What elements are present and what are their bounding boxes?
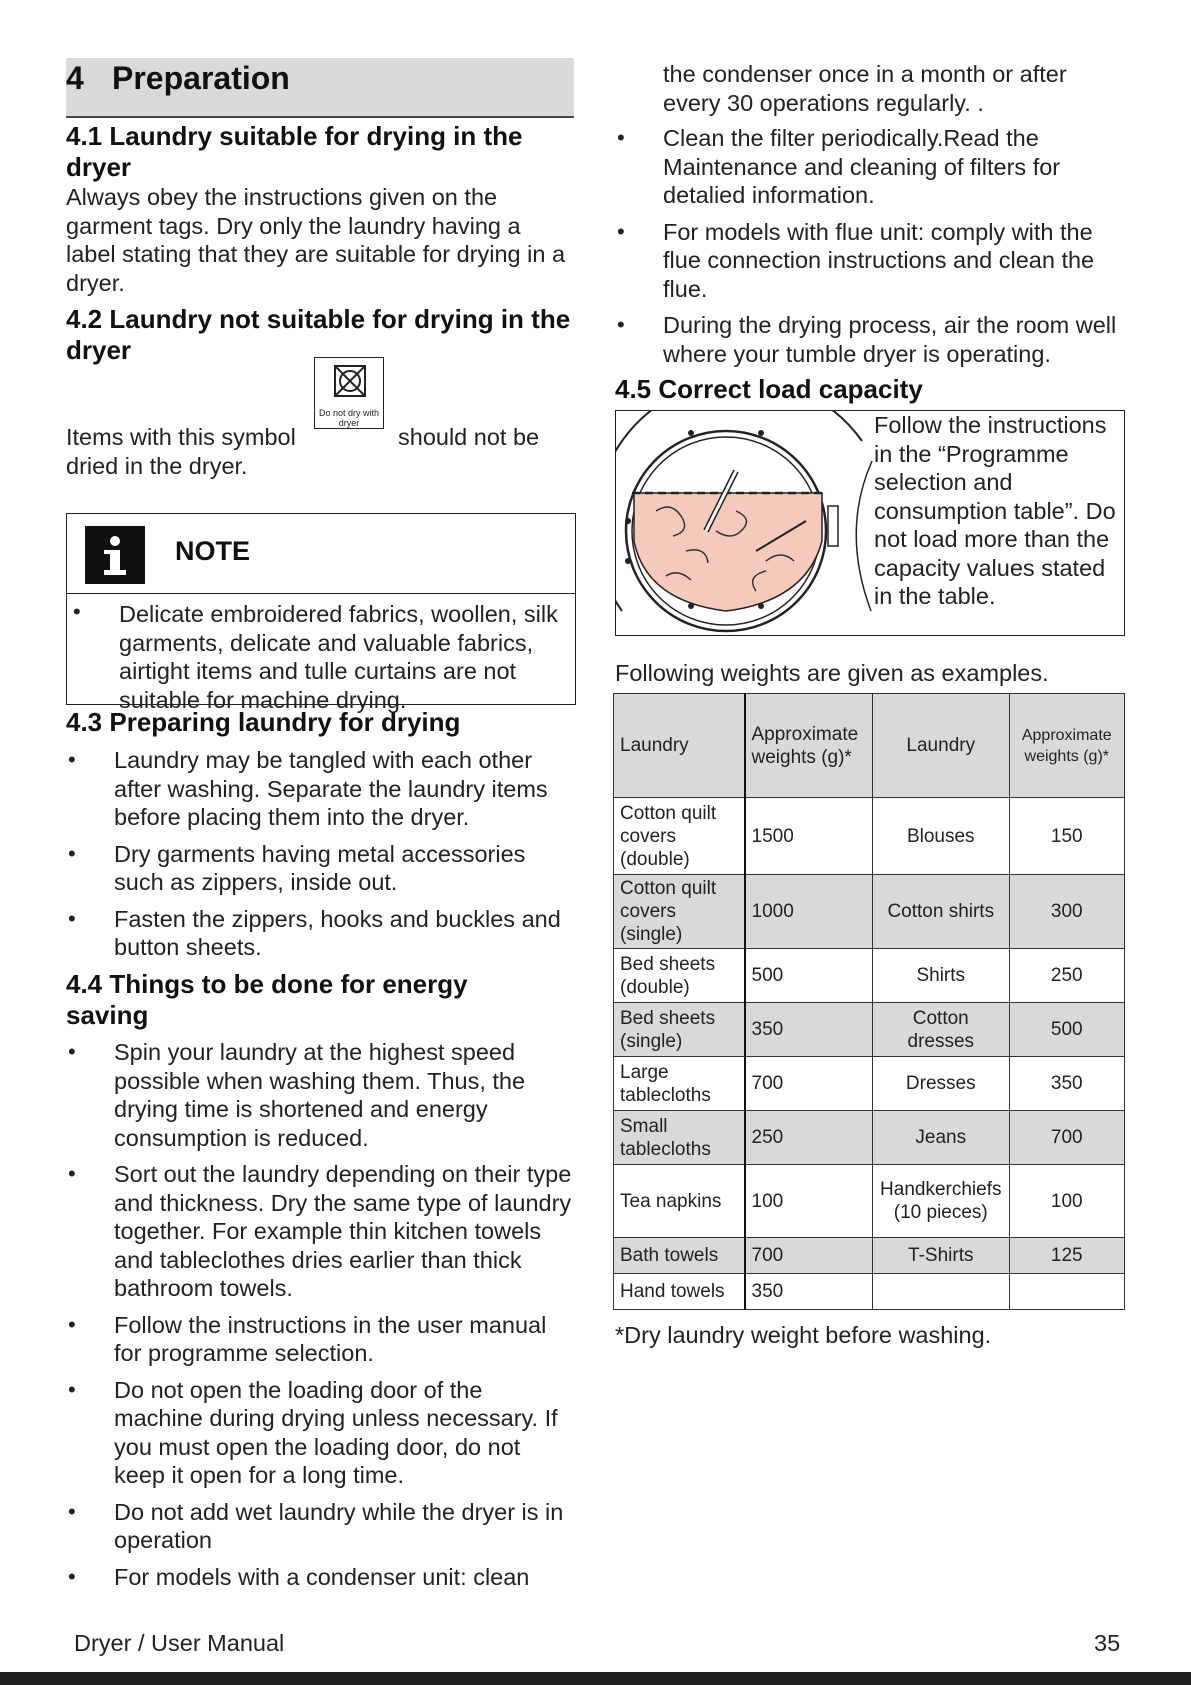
do-not-tumble-dry-symbol [314, 357, 384, 429]
table-cell: 125 [1009, 1238, 1124, 1274]
table-cell: Jeans [873, 1111, 1010, 1165]
table-header: Laundry [614, 694, 745, 798]
note-header [67, 514, 575, 594]
weights-table [613, 693, 1125, 1310]
table-cell: 100 [745, 1165, 873, 1238]
table-cell: 500 [1009, 1003, 1124, 1057]
load-capacity-box [615, 410, 1125, 636]
note-title: NOTE [175, 536, 251, 566]
table-cell: Cotton dresses [873, 1003, 1010, 1057]
table-cell [873, 1274, 1010, 1310]
list-item: • For models with a condenser unit: clean [66, 1563, 576, 1592]
section-4-4-heading: 4.4 Things to be done for energy saving [66, 969, 468, 1030]
chapter-header [66, 58, 574, 118]
chapter-number: 4 [66, 60, 84, 96]
table-cell: 150 [1009, 798, 1124, 875]
section-4-2-text-before: Items with this symbol [66, 424, 296, 450]
table-cell: Tea napkins [614, 1165, 745, 1238]
symbol-label: Do not dry with dryer [318, 408, 380, 428]
table-row [614, 1238, 1125, 1274]
table-header: Approximate weights (g)* [745, 694, 873, 798]
table-cell: 300 [1009, 875, 1124, 949]
table-cell: 700 [1009, 1111, 1124, 1165]
table-cell: 350 [745, 1003, 873, 1057]
note-box [66, 513, 576, 713]
table-cell: 350 [1009, 1057, 1124, 1111]
table-row [614, 949, 1125, 1003]
list-item: • Do not add wet laundry while the dryer is in operation [66, 1498, 576, 1555]
list-item: • Dry garments having metal accessories such as zippers, inside out. [66, 840, 576, 897]
table-cell [1009, 1274, 1124, 1310]
list-item: • Follow the instructions in the user manual for programme selection. [66, 1311, 576, 1368]
bottom-rule [0, 1672, 1191, 1685]
list-item: • Laundry may be tangled with each other after washing. Separate the laundry items before placing them into the dryer. [66, 746, 576, 832]
table-row [614, 1057, 1125, 1111]
table-row [614, 1274, 1125, 1310]
list-item: • Fasten the zippers, hooks and buckles and button sheets. [66, 905, 576, 962]
table-row [614, 1165, 1125, 1238]
do-not-tumble-dry-icon [333, 364, 367, 404]
table-header: Approximate weights (g)* [1009, 694, 1124, 798]
table-row [614, 875, 1125, 949]
table-row [614, 1003, 1125, 1057]
section-4-5-heading: 4.5 Correct load capacity [615, 374, 923, 404]
table-cell: Cotton quilt covers (single) [614, 875, 745, 949]
section-4-3-list [66, 746, 576, 970]
note-item-text: Delicate embroidered fabrics, woollen, silk garments, delicate and valuable fabrics, airtight items and tulle curtains are not suitable for machine drying. [119, 601, 558, 713]
bullet: • [73, 599, 81, 624]
section-4-3-heading: 4.3 Preparing laundry for drying [66, 707, 461, 737]
table-cell: Handkerchiefs (10 pieces) [873, 1165, 1010, 1238]
table-cell: 700 [745, 1238, 873, 1274]
table-header: Laundry [873, 694, 1010, 798]
chapter-title: Preparation [112, 60, 290, 96]
list-item: • For models with flue unit: comply with the flue connection instructions and clean the flue. [615, 218, 1125, 304]
list-item: • Clean the filter periodically.Read the Maintenance and cleaning of filters for detalied information. [615, 124, 1125, 210]
table-row [614, 1111, 1125, 1165]
section-4-1-body: Always obey the instructions given on the garment tags. Dry only the laundry having a label stating that they are suitable for drying in a dryer. [66, 184, 566, 296]
table-row [614, 798, 1125, 875]
table-cell: 250 [745, 1111, 873, 1165]
table-cell: 100 [1009, 1165, 1124, 1238]
table-header-row [614, 694, 1125, 798]
list-item: • During the drying process, air the room well where your tumble dryer is operating. [615, 311, 1125, 368]
table-cell: Dresses [873, 1057, 1010, 1111]
section-4-2-heading: 4.2 Laundry not suitable for drying in the dryer [66, 304, 571, 365]
table-cell: 1000 [745, 875, 873, 949]
table-cell: 700 [745, 1057, 873, 1111]
table-cell: 350 [745, 1274, 873, 1310]
list-item: • Do not open the loading door of the machine during drying unless necessary. If you must open the loading door, do not keep it open for a long time. [66, 1376, 576, 1490]
page-number: 35 [1094, 1630, 1121, 1656]
weights-footnote: *Dry laundry weight before washing. [615, 1322, 992, 1348]
list-item: • Sort out the laundry depending on their type and thickness. Dry the same type of laundry together. For example thin kitchen towels and tableclothes dries earlier than thick bathroom towels. [66, 1160, 576, 1303]
info-icon [85, 526, 145, 584]
table-cell: Small tablecloths [614, 1111, 745, 1165]
dryer-drum-illustration [616, 411, 874, 635]
table-cell: T-Shirts [873, 1238, 1010, 1274]
table-cell: Bath towels [614, 1238, 745, 1274]
table-cell: Bed sheets (single) [614, 1003, 745, 1057]
load-capacity-text: Follow the instructions in the “Programme selection and consumption table”. Do not load more than the capacity values stated in the table. [874, 412, 1116, 609]
section-4-4-list [66, 1038, 576, 1599]
footer-title: Dryer / User Manual [74, 1630, 285, 1656]
table-cell: 500 [745, 949, 873, 1003]
table-cell: Bed sheets (double) [614, 949, 745, 1003]
section-4-4-continued-list [615, 124, 1125, 376]
section-4-1-heading: 4.1 Laundry suitable for drying in the dryer [66, 121, 523, 182]
weights-intro: Following weights are given as examples. [615, 660, 1049, 686]
table-cell: Cotton shirts [873, 875, 1010, 949]
table-cell: 1500 [745, 798, 873, 875]
section-4-4-continued-text: the condenser once in a month or after every 30 operations regularly. . [663, 61, 1067, 116]
table-cell: Hand towels [614, 1274, 745, 1310]
table-cell: Large tablecloths [614, 1057, 745, 1111]
table-cell: 250 [1009, 949, 1124, 1003]
table-cell: Shirts [873, 949, 1010, 1003]
section-4-2-text-after: should not be dried in the dryer. [66, 424, 540, 479]
table-cell: Cotton quilt covers (double) [614, 798, 745, 875]
list-item: • Spin your laundry at the highest speed possible when washing them. Thus, the drying time is shortened and energy consumption is reduced. [66, 1038, 576, 1152]
table-cell: Blouses [873, 798, 1010, 875]
